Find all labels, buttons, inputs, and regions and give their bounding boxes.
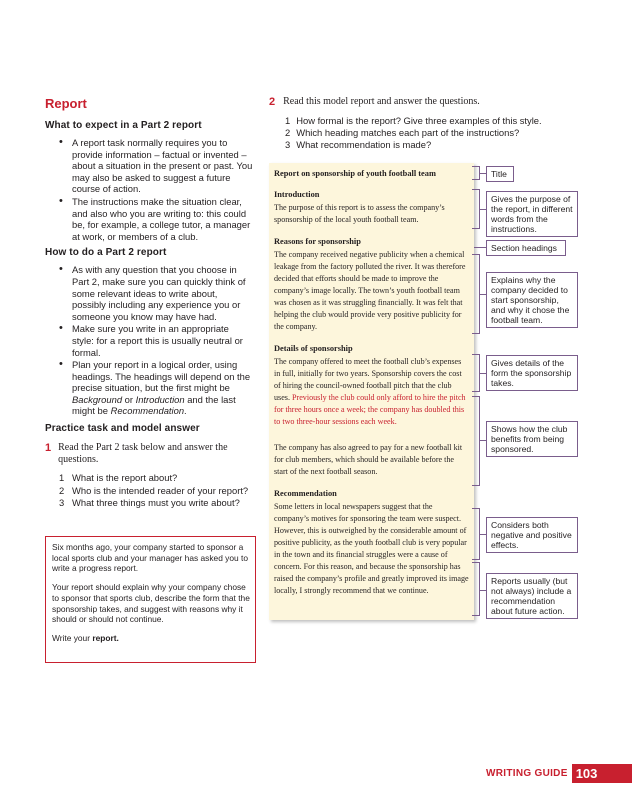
report-heading-details: Details of sponsorship xyxy=(274,344,353,353)
task-paragraph: Your report should explain why your company chose to sponsor that sports club, describe the form that the sponsorship takes, and suggest with reasons why it should or should not continue. xyxy=(52,582,250,625)
model-question-list xyxy=(285,115,569,150)
exercise-number: 2 xyxy=(269,96,276,108)
list-item: • A report task normally requires you to provide information – factual or invented – about a situation in the present or past. You may also be asked to suggest a future course of action. xyxy=(59,137,253,195)
model-questions xyxy=(269,96,569,150)
list-item: • Make sure you write in an appropriate style: for a report this is usually neutral or formal. xyxy=(59,323,253,358)
practice-heading: Practice task and model answer xyxy=(45,423,200,435)
howto-heading: How to do a Part 2 report xyxy=(45,247,167,259)
bracket-tick xyxy=(474,247,486,248)
task-number: 1 xyxy=(45,442,52,455)
model-instruction: 2 Read this model report and answer the questions. xyxy=(269,96,480,108)
list-item: 2 Which heading matches each part of the instructions? xyxy=(285,126,520,138)
bracket xyxy=(472,189,480,229)
report-paragraph: The company has also agreed to pay for a new football kit for club members, which should be available before the start of the next football season. xyxy=(274,443,463,476)
task-paragraph: Write your report. xyxy=(52,632,119,643)
report-paragraph: The company offered to meet the football club’s expenses in full, initially for two years. Sponsorship covers the cost of hiring the council-owned football pitch that the club uses. Previously the club could only afford to hire the pitch for three hours once a week; the company has doubled this to two three-hour sessions each week. xyxy=(274,357,466,426)
report-paragraph: The company received negative publicity when a chemical leakage from the factory polluted the river. It was therefore decided that efforts should be made to improve the company’s image locally. The town’s youth football team was chosen as it was struggling financially. It was felt that helping the club would provide very positive publicity for the company. xyxy=(274,250,466,331)
task-paragraph: Six months ago, your company started to sponsor a local sports club and your manager has asked you to write a progress report. xyxy=(52,542,248,574)
highlighted-text: Previously the club could only afford to hire the pitch for three hours once a week; the company has doubled this to two three-hour sessions each week. xyxy=(274,393,466,426)
left-column xyxy=(45,96,253,510)
expect-list xyxy=(59,137,253,242)
list-item: 2 Who is the intended reader of your report? xyxy=(59,484,249,496)
report-heading-reasons: Reasons for sponsorship xyxy=(274,237,361,246)
list-item: • As with any question that you choose in Part 2, make sure you can quickly think of some relevant ideas to write about, possibly including any experience you or someone you know may have had. xyxy=(59,264,253,322)
note-purpose: Gives the purpose of the report, in different words from the instructions. xyxy=(486,191,578,237)
list-item: 1 What is the report about? xyxy=(59,472,178,484)
list-item: 3 What recommendation is made? xyxy=(285,138,432,150)
note-why: Explains why the company decided to start sponsorship, and why it chose the football team. xyxy=(486,272,578,328)
bracket xyxy=(472,254,480,334)
list-item: 3 What three things must you write about? xyxy=(59,497,240,509)
list-item: 1 How formal is the report? Give three examples of this style. xyxy=(285,115,542,126)
report-title: Report on sponsorship of youth football team xyxy=(274,169,436,178)
note-title: Title xyxy=(486,166,514,182)
bracket xyxy=(472,508,480,560)
report-paragraph: Some letters in local newspapers suggest that the company’s motives for sponsoring the team were suspect. However, this is outweighed by the considerable amount of positive publicity, as the youth football club is very popular in the town and its financial struggles were a cause of concern. For this reason, and because the sponsorship has raised the company’s profile and greatly improved its image locally, I strongly recommend that we continue. xyxy=(274,502,469,595)
list-item: • The instructions make the situation clear, and also who you are writing to: this could be, for example, a college tutor, a manager at work, or members of a club. xyxy=(59,196,253,242)
note-section-headings: Section headings xyxy=(486,240,566,256)
expect-heading: What to expect in a Part 2 report xyxy=(45,120,202,131)
page-footer xyxy=(486,764,632,783)
task-questions xyxy=(59,472,253,509)
report-paragraph: The purpose of this report is to assess the company’s sponsorship of the local youth football team. xyxy=(274,203,445,224)
footer-label: WRITING GUIDE xyxy=(486,768,568,779)
bracket xyxy=(472,166,480,180)
page-number: 103 xyxy=(572,764,632,783)
note-future: Reports usually (but not always) include a recommendation about future action. xyxy=(486,573,578,619)
task-text: Read the Part 2 task below and answer the questions. xyxy=(58,442,228,466)
bracket xyxy=(472,354,480,392)
section-title: Report xyxy=(45,96,87,111)
report-heading-recommendation: Recommendation xyxy=(274,489,337,498)
note-effects: Considers both negative and positive effects. xyxy=(486,517,578,553)
note-benefits: Shows how the club benefits from being sponsored. xyxy=(486,421,578,457)
bracket xyxy=(472,562,480,616)
task-instruction xyxy=(45,442,253,466)
report-heading-introduction: Introduction xyxy=(274,190,320,199)
list-item: • Plan your report in a logical order, using headings. The headings will depend on the precise situation, but the first might be Background or Introduction and the last might be Recommendation. xyxy=(59,359,253,417)
howto-list xyxy=(59,264,253,417)
task-box xyxy=(45,536,256,663)
note-details: Gives details of the form the sponsorship takes. xyxy=(486,355,578,391)
bracket xyxy=(472,396,480,486)
model-report xyxy=(269,163,474,620)
